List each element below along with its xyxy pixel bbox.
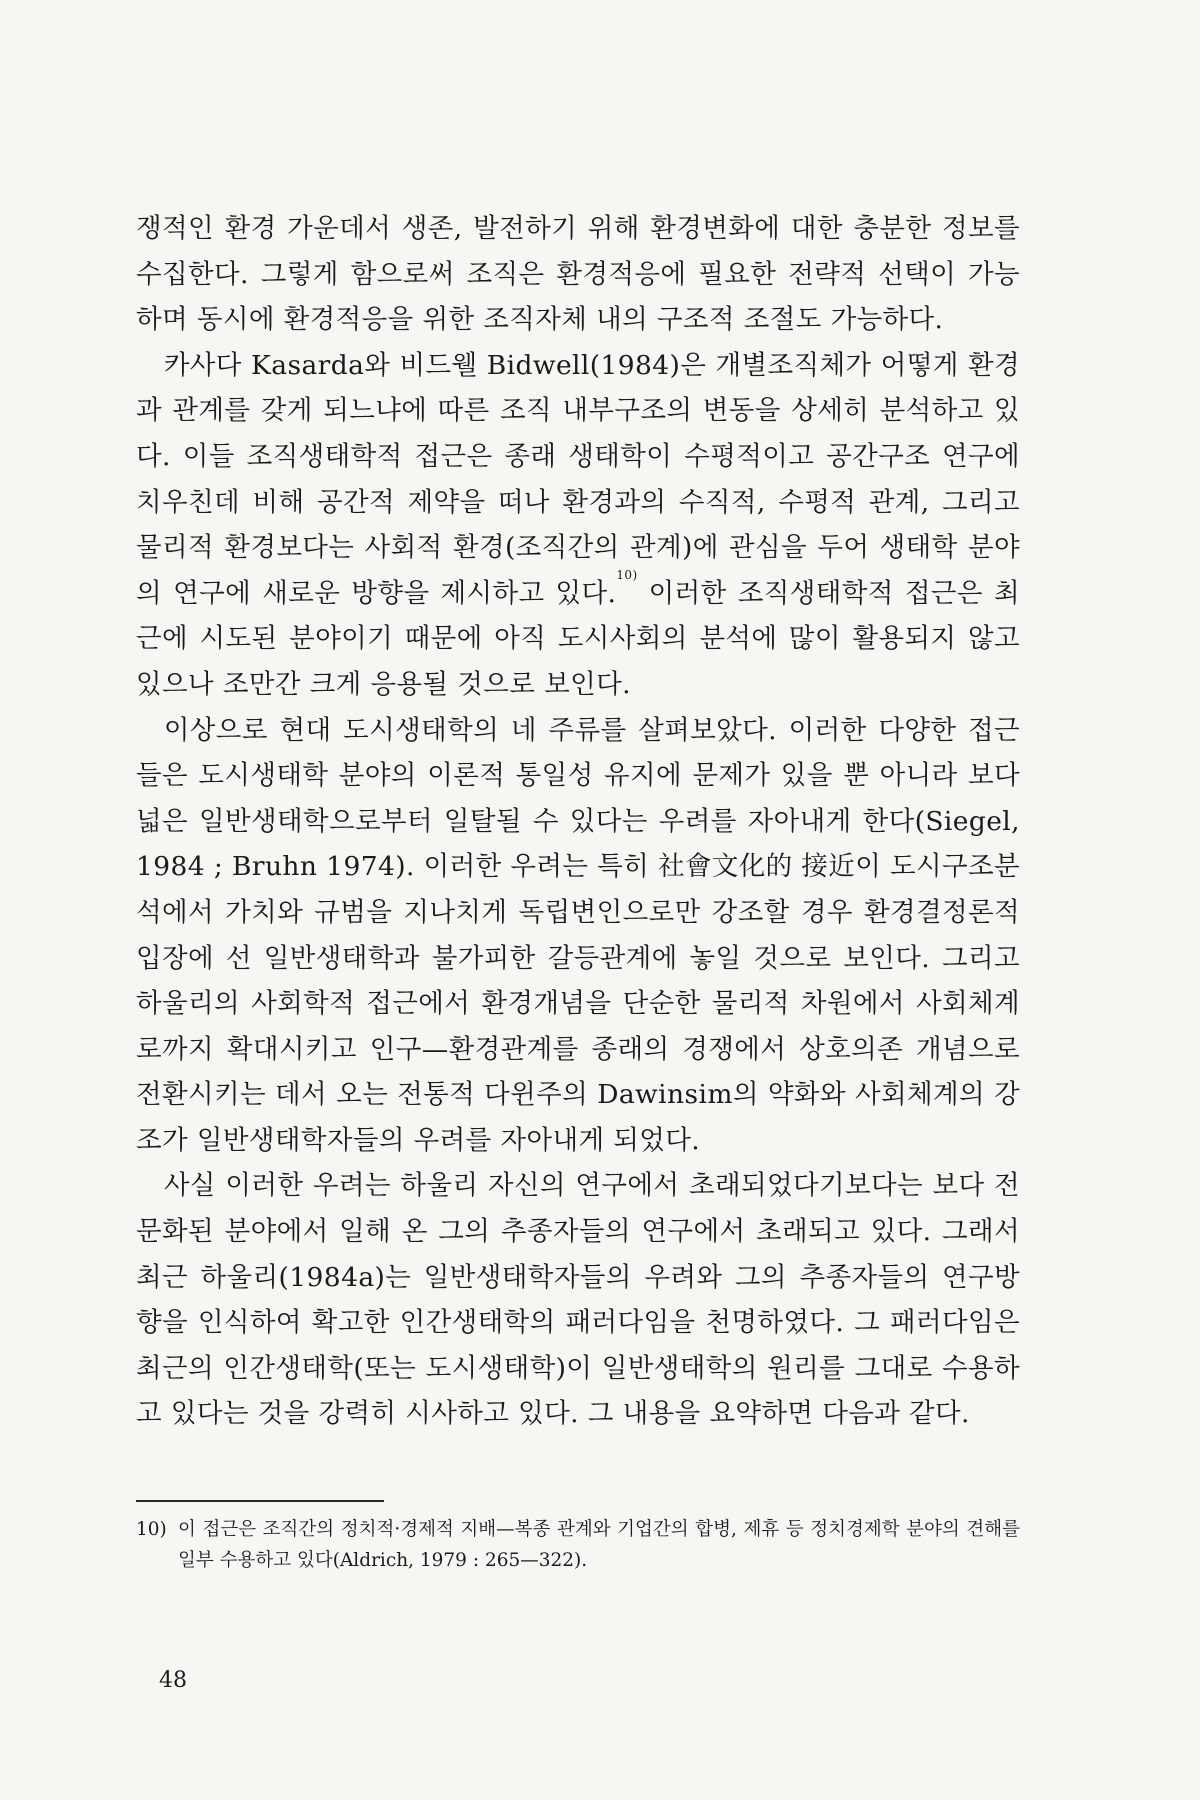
paragraph-text: 이러한 조직생태학적 접근은 최근에 시도된 분야이기 때문에 아직 도시사회의 분석에 많이 활용되지 않고 있으나 조만간 크게 응용될 것으로 보인다.: [136, 577, 1020, 700]
footnote-number: 10): [136, 1519, 167, 1540]
paragraph: [136, 343, 1020, 708]
footnote-divider: [136, 1500, 384, 1502]
footnote: [136, 1514, 1020, 1576]
body-text: [136, 206, 1020, 1437]
paragraph: 이상으로 현대 도시생태학의 네 주류를 살펴보았다. 이러한 다양한 접근들은 도시생태학 분야의 이론적 통일성 유지에 문제가 있을 뿐 아니라 보다 넓은 일반생태학으로부터 일탈될 수 있다는 우려를 자아내게 한다(Siegel, 1984 ; Bruhn 1974). 이러한 우려는 특히 社會文化的 接近이 도시구조분석에서 가치와 규범을 지나치게 독립변인으로만 강조할 경우 환경결정론적 입장에 선 일반생태학과 불가피한 갈등관계에 놓일 것으로 보인다. 그리고 하울리의 사회학적 접근에서 환경개념을 단순한 물리적 차원에서 사회체계로까지 확대시키고 인구—환경관계를 종래의 경쟁에서 상호의존 개념으로 전환시키는 데서 오는 전통적 다윈주의 Dawinsim의 약화와 사회체계의 강조가 일반생태학자들의 우려를 자아내게 되었다.: [136, 714, 1021, 1156]
paragraph-text: 카사다 Kasarda와 비드웰 Bidwell(1984)은 개별조직체가 어떻게 환경과 관계를 갖게 되느냐에 따른 조직 내부구조의 변동을 상세히 분석하고 있다. 이들 조직생태학적 접근은 종래 생태학이 수평적이고 공간구조 연구에 치우친데 비해 공간적 제약을 떠나 환경과의 수직적, 수평적 관계, 그리고 물리적 환경보다는 사회적 환경(조직간의 관계)에 관심을 두어 생태학 분야의 연구에 새로운 방향을 제시하고 있다.: [136, 349, 1020, 609]
paragraph: 쟁적인 환경 가운데서 생존, 발전하기 위해 환경변화에 대한 충분한 정보를 수집한다. 그렇게 함으로써 조직은 환경적응에 필요한 전략적 선택이 가능하며 동시에 환경적응을 위한 조직자체 내의 구조적 조절도 가능하다.: [136, 213, 1020, 336]
footnote-text: 이 접근은 조직간의 정치적·경제적 지배—복종 관계와 기업간의 합병, 제휴 등 정치경제학 분야의 견해를 일부 수용하고 있다(Aldrich, 1979 : 265—322).: [178, 1519, 1020, 1571]
page-number: 48: [159, 1668, 187, 1693]
footnote-marker: 10): [616, 567, 638, 582]
paragraph: 사실 이러한 우려는 하울리 자신의 연구에서 초래되었다기보다는 보다 전문화된 분야에서 일해 온 그의 추종자들의 연구에서 초래되고 있다. 그래서 최근 하울리(1984a)는 일반생태학자들의 우려와 그의 추종자들의 연구방향을 인식하여 확고한 인간생태학의 패러다임을 천명하였다. 그 패러다임은 최근의 인간생태학(또는 도시생태학)이 일반생태학의 원리를 그대로 수용하고 있다는 것을 강력히 시사하고 있다. 그 내용을 요약하면 다음과 같다.: [136, 1170, 1020, 1430]
